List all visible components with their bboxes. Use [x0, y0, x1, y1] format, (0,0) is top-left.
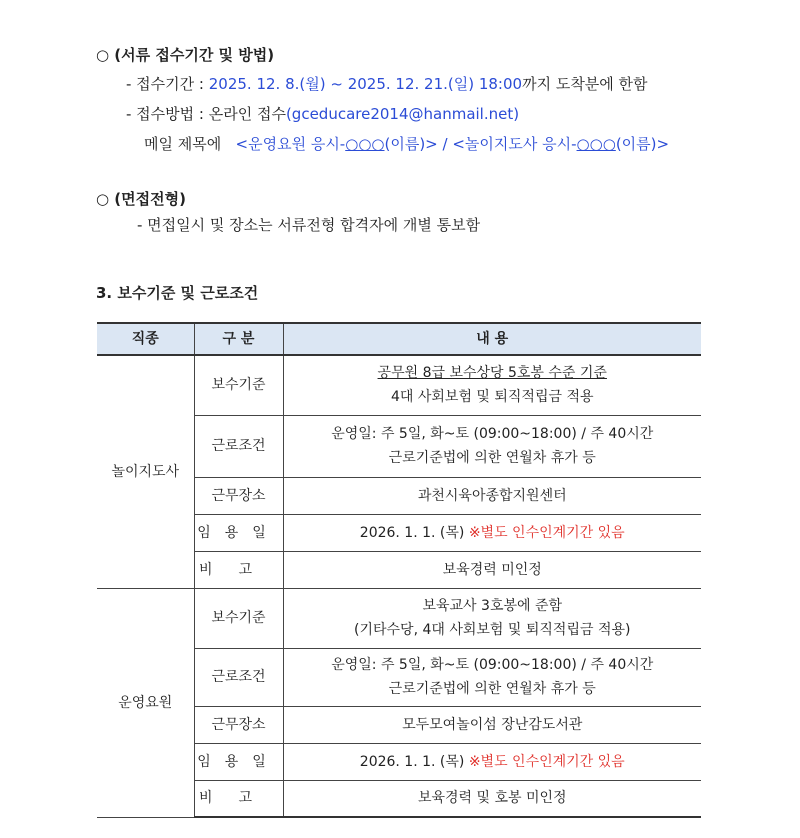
row-label: 비고 — [194, 780, 283, 817]
row-label: 근무장소 — [194, 477, 283, 514]
table-row — [97, 355, 701, 415]
row-label: 보수기준 — [194, 588, 283, 648]
row-content: 2026. 1. 1. (목) ※별도 인수인계기간 있음 — [283, 743, 701, 780]
table-row — [97, 588, 701, 648]
row-content: 2026. 1. 1. (목) ※별도 인수인계기간 있음 — [283, 514, 701, 551]
row-content: 운영일: 주 5일, 화~토 (09:00~18:00) / 주 40시간 근로기준법에 의한 연월차 휴가 등 — [283, 415, 701, 477]
period-line — [126, 73, 648, 94]
row-label: 근로조건 — [194, 415, 283, 477]
row-content: 보육교사 3호봉에 준함 (기타수당, 4대 사회보험 및 퇴직적립금 적용) — [283, 588, 701, 648]
method-line — [126, 103, 519, 124]
row-content: 과천시육아종합지원센터 — [283, 477, 701, 514]
method-label: - 접수방법 : 온라인 접수 — [126, 105, 286, 123]
row-label: 임용일 — [194, 743, 283, 780]
handover-note: ※별도 인수인계기간 있음 — [468, 753, 625, 770]
row-content: 운영일: 주 5일, 화~토 (09:00~18:00) / 주 40시간 근로기준법에 의한 연월차 휴가 등 — [283, 648, 701, 706]
subject-format: <운영요원 응시-○○○(이름)> / <놀이지도사 응시-○○○(이름)> — [235, 135, 670, 153]
period-value: 2025. 12. 8.(월) ~ 2025. 12. 21.(일) 18:00 — [208, 75, 523, 93]
row-label: 보수기준 — [194, 355, 283, 415]
header-content: 내 용 — [283, 323, 701, 355]
row-content: 보육경력 미인정 — [283, 551, 701, 588]
row-content: 모두모여놀이섬 장난감도서관 — [283, 706, 701, 743]
row-content: 공무원 8급 보수상당 5호봉 수준 기준 4대 사회보험 및 퇴직적립금 적용 — [283, 355, 701, 415]
header-job: 직종 — [97, 323, 194, 355]
doc-section-title: ○ (서류 접수기간 및 방법) — [96, 46, 275, 64]
header-category: 구 분 — [194, 323, 283, 355]
row-label: 근로조건 — [194, 648, 283, 706]
job-name: 놀이지도사 — [97, 355, 194, 588]
interview-line: - 면접일시 및 장소는 서류전형 합격자에 개별 통보함 — [137, 216, 481, 234]
table-header-row — [97, 323, 701, 355]
row-label: 근무장소 — [194, 706, 283, 743]
subject-label: 메일 제목에 — [144, 135, 222, 153]
row-label: 비고 — [194, 551, 283, 588]
name-placeholder-mark: ○○○ — [345, 135, 385, 153]
conditions-table — [97, 322, 701, 818]
job-name: 운영요원 — [97, 588, 194, 817]
period-suffix: 까지 도착분에 한함 — [522, 75, 648, 93]
name-placeholder-mark: ○○○ — [576, 135, 616, 153]
row-content: 보육경력 및 호봉 미인정 — [283, 780, 701, 817]
subject-line — [144, 133, 669, 154]
interview-section-title: ○ (면접전형) — [96, 190, 186, 208]
method-email[interactable]: (gceducare2014@hanmail.net) — [285, 105, 520, 123]
handover-note: ※별도 인수인계기간 있음 — [468, 524, 625, 541]
period-label: - 접수기간 : — [126, 75, 204, 93]
pay-section-heading: 3. 보수기준 및 근로조건 — [96, 284, 259, 302]
row-label: 임용일 — [194, 514, 283, 551]
